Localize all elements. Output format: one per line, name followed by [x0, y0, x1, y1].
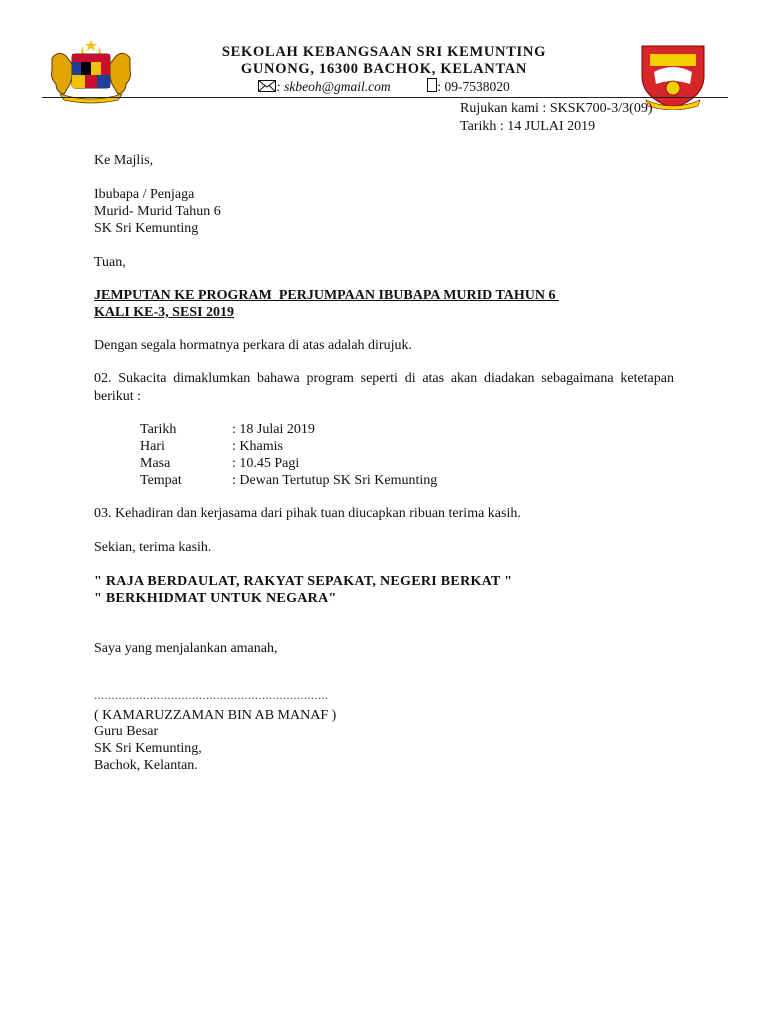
detail-value: : Dewan Tertutup SK Sri Kemunting — [232, 473, 438, 488]
phone-icon — [427, 78, 437, 97]
detail-label: Masa — [140, 456, 171, 471]
detail-value: : 18 Julai 2019 — [232, 422, 315, 437]
paragraph-thanks: 03. Kehadiran dan kerjasama dari pihak tuan diucapkan ribuan terima kasih. — [94, 506, 521, 521]
closing-trust: Saya yang menjalankan amanah, — [94, 641, 278, 656]
details-table — [140, 421, 437, 489]
detail-row — [140, 472, 437, 489]
detail-value: : Khamis — [232, 439, 283, 454]
reference-number: Rujukan kami : SKSK700-3/3(09) — [460, 101, 653, 116]
detail-row — [140, 421, 437, 438]
greeting: Tuan, — [94, 255, 126, 270]
signatory-title: Guru Besar — [94, 724, 159, 739]
recipient-line-2: Murid- Murid Tahun 6 — [94, 204, 221, 219]
letterhead-divider — [42, 97, 728, 98]
recipient-line-1: Ibubapa / Penjaga — [94, 187, 195, 202]
signatory-location: Bachok, Kelantan. — [94, 758, 198, 773]
school-address: GUNONG, 16300 BACHOK, KELANTAN — [240, 61, 528, 77]
email-text: : skbeoh@gmail.com — [276, 79, 391, 94]
contact-line — [140, 78, 628, 97]
detail-label: Hari — [140, 439, 165, 454]
national-motto: " BERKHIDMAT UNTUK NEGARA" — [94, 591, 337, 606]
salutation-to: Ke Majlis, — [94, 153, 154, 168]
letter-date: Tarikh : 14 JULAI 2019 — [460, 119, 596, 134]
phone-text: : 09-7538020 — [437, 79, 510, 94]
recipient-line-3: SK Sri Kemunting — [94, 221, 199, 236]
paragraph-reference: Dengan segala hormatnya perkara di atas adalah dirujuk. — [94, 338, 412, 353]
signature-line: ................................................................... — [94, 688, 329, 702]
paragraph-announcement: 02. Sukacita dimaklumkan bahawa program seperti di atas akan diadakan sebagaimana ketetapan berikut : — [94, 371, 674, 404]
subject-line-2: KALI KE-3, SESI 2019 — [94, 305, 235, 320]
detail-label: Tempat — [140, 473, 182, 488]
subject-line-1: JEMPUTAN KE PROGRAM PERJUMPAAN IBUBAPA MURID TAHUN 6 — [94, 288, 559, 303]
envelope-icon — [258, 79, 276, 97]
coat-of-arms-icon — [46, 38, 136, 104]
signatory-name: ( KAMARUZZAMAN BIN AB MANAF ) — [94, 708, 337, 723]
state-motto: " RAJA BERDAULAT, RAKYAT SEPAKAT, NEGERI BERKAT " — [94, 574, 513, 589]
detail-row — [140, 455, 437, 472]
detail-row — [140, 438, 437, 455]
detail-label: Tarikh — [140, 422, 177, 437]
closing-thanks: Sekian, terima kasih. — [94, 540, 212, 555]
signatory-org: SK Sri Kemunting, — [94, 741, 202, 756]
school-name: SEKOLAH KEBANGSAAN SRI KEMUNTING — [221, 44, 547, 60]
detail-value: : 10.45 Pagi — [232, 456, 300, 471]
